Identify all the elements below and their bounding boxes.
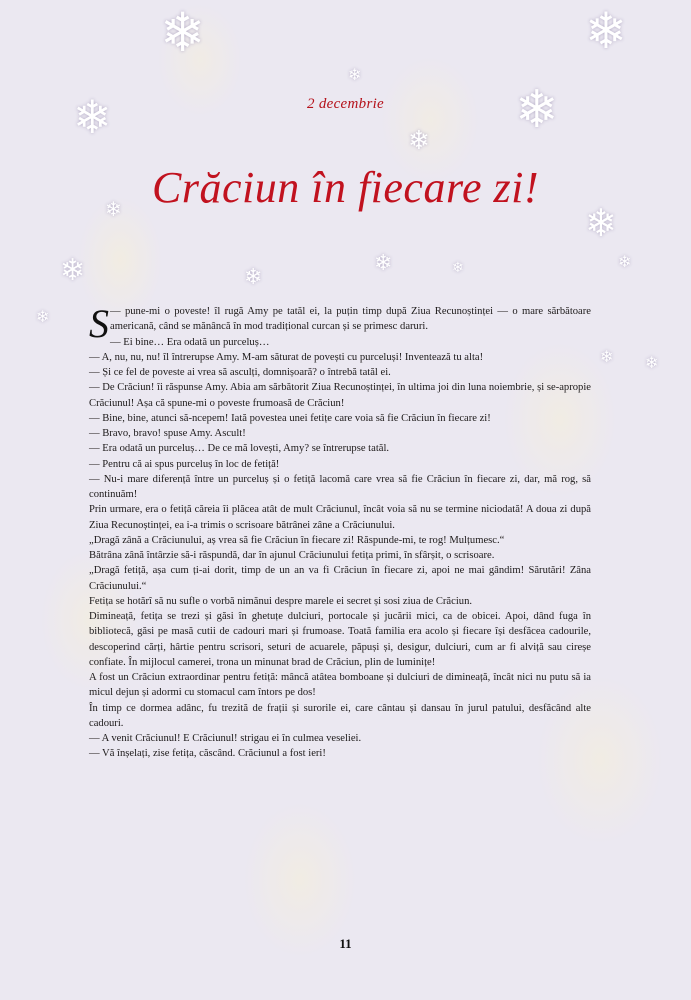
paragraph: — Ei bine… Era odată un purceluș…	[110, 336, 270, 348]
paragraph: A fost un Crăciun extraordinar pentru fetiță: mâncă atâtea bomboane și dulciuri de dimineață, încât nici nu putu să ia micul dejun și adormi cu stomacul cam întors pe dos!	[89, 672, 591, 699]
snowflake-icon: ❄	[408, 126, 430, 155]
snowflake-icon: ❄	[36, 309, 50, 326]
paragraph: Prin urmare, era o fetiță căreia îi plăcea atât de mult Crăciunul, încât voia să nu se termine niciodată! A doua zi după Ziua Recunoștinței, ea i-a trimis o scrisoare bătrânei zâne a Crăciunului.	[89, 504, 591, 531]
snowflake-icon: ❄	[585, 3, 627, 59]
snowflake-icon: ❄	[515, 82, 559, 139]
dash-prefix: —	[110, 306, 125, 317]
drop-cap: S	[89, 301, 109, 346]
paragraph: Dimineață, fetița se trezi și găsi în ghetuțe dulciuri, portocale și jucării mici, ca de obicei. Apoi, dând fuga în bibliotecă, găsi pe masă cutii de cadouri mari și frumoase. Toată familia era acolo și fiecare își desfăcea cadourile, descoperind cărți, hârtie pentru scrisori, seturi de acuarele, păpuși și, desigur, dulciuri, cum ar fi alviță sau cireșe confiate. În mijlocul camerei, trona un minunat brad de Crăciun, plin de luminițe!	[89, 611, 591, 668]
snowflake-icon: ❄	[452, 261, 464, 276]
paragraph: „Dragă fetiță, așa cum ți-ai dorit, timp de un an va fi Crăciun în fiecare zi, apoi ne mai gândim! Sărutări! Zâna Crăciunului.“	[89, 565, 591, 592]
snowflake-icon: ❄	[645, 355, 659, 372]
paragraph: — Era odată un purceluș… De ce mă lovești, Amy? se întrerupse tatăl.	[89, 443, 390, 455]
snowflake-icon: ❄	[105, 199, 122, 221]
story-title: Crăciun în fiecare zi!	[152, 163, 539, 212]
snowflake-icon: ❄	[374, 250, 393, 275]
paragraph: „Dragă zână a Crăciunului, aș vrea să fie Crăciun în fiecare zi! Răspunde-mi, te rog! Mulțumesc.“	[89, 534, 505, 546]
paragraph: — Bine, bine, atunci să-ncepem! Iată povestea unei fetițe care voia să fie Crăciun în fiecare zi!	[89, 412, 491, 424]
paragraph: — A venit Crăciunul! E Crăciunul! strigau ei în culmea veseliei.	[89, 733, 362, 744]
first-paragraph-text: pune-mi o poveste! îl rugă Amy pe tatăl ei, la puțin timp după Ziua Recunoștinței — o mare sărbătoare americană, când se mănâncă în mod tradițional curcan și se primesc daruri.	[110, 306, 591, 333]
snowflake-icon: ❄	[348, 67, 362, 84]
date-heading: 2 decembrie	[306, 96, 385, 112]
paragraph: — Pentru că ai spus purceluș în loc de fetiță!	[89, 458, 280, 470]
snowflake-icon: ❄	[600, 349, 614, 366]
paragraph: — Și ce fel de poveste ai vrea să asculți, domnișoară? o întrebă tatăl ei.	[89, 367, 391, 378]
snowflake-icon: ❄	[73, 92, 112, 143]
snowflake-icon: ❄	[244, 264, 263, 289]
snowflake-icon: ❄	[160, 3, 206, 63]
snowflake-icon: ❄	[618, 254, 632, 271]
snowflake-icon: ❄	[60, 254, 86, 287]
paragraph: Fetița se hotărî să nu sufle o vorbă nimănui despre marele ei secret și sosi ziua de Crăciun.	[89, 595, 473, 607]
paragraph: — Vă înșelați, zise fetița, căscând. Crăciunul a fost ieri!	[89, 748, 326, 760]
paragraph: — A, nu, nu, nu! îl întrerupse Amy. M-am săturat de povești cu purceluși! Inventează tu alta!	[89, 351, 484, 363]
paragraph: — Bravo, bravo! spuse Amy. Ascult!	[89, 428, 246, 439]
page-number: 11	[339, 936, 352, 951]
paragraph: — Nu-i mare diferență între un purceluș și o fetiță lacomă care vrea să fie Crăciun în fiecare zi, dar, mă rog, să continuăm!	[89, 473, 591, 500]
paragraph: Bătrâna zână întârzie să-i răspundă, dar în ajunul Crăciunului fetița primi, în sfârșit, o scrisoare.	[89, 550, 495, 561]
story-body	[89, 301, 591, 762]
snowflake-icon: ❄	[585, 203, 617, 245]
paragraph: — De Crăciun! îi răspunse Amy. Abia am sărbătorit Ziua Recunoștinței, în ultima joi din luna noiembrie, și se-apropie Crăciunul! Așa că spune-mi o poveste frumoasă de Crăciun!	[89, 382, 591, 409]
paragraph: În timp ce dormea adânc, fu trezită de frații și surorile ei, care cântau și dansau în jurul patului, desfăcând alte cadouri.	[89, 702, 591, 729]
